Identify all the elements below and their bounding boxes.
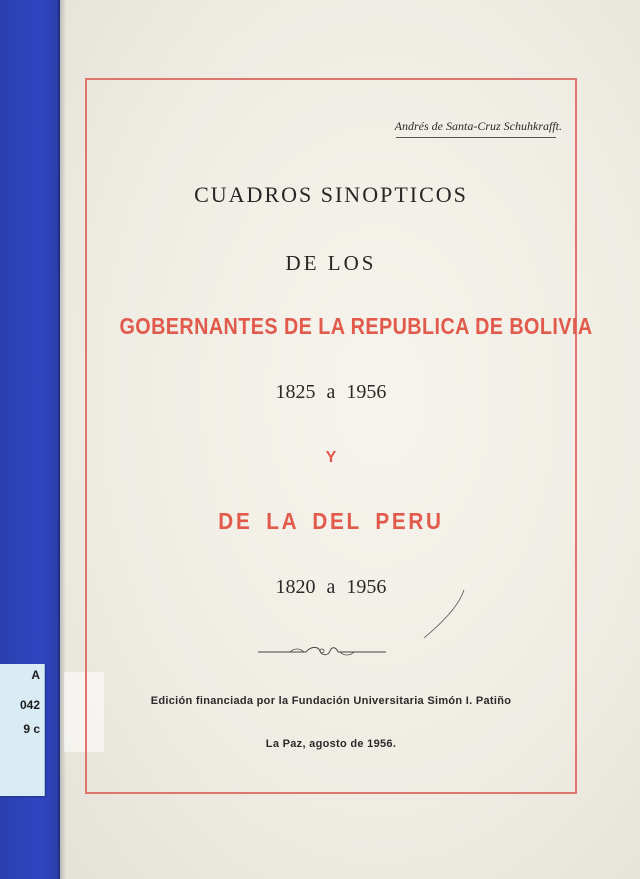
years-bolivia: 1825 a 1956 — [275, 381, 387, 403]
edition-note: Edición financiada por la Fundación Universitaria Simón I. Patiño — [150, 695, 512, 707]
title-peru: DE LA DEL PERU — [218, 508, 444, 534]
call-number-line-3: 9 c — [23, 722, 40, 736]
title-line-2: DE LOS — [285, 251, 377, 275]
call-number-line-1: A — [31, 668, 40, 682]
title-conjunction: Y — [325, 449, 337, 466]
call-number-line-2: 042 — [19, 698, 40, 712]
place-and-date: La Paz, agosto de 1956. — [265, 738, 397, 750]
author-name: Andrés de Santa-Cruz Schuhkrafft. — [394, 119, 562, 133]
title-line-1: CUADROS SINOPTICOS — [194, 182, 468, 207]
author-underline — [396, 137, 556, 138]
library-call-number-label — [0, 664, 45, 796]
years-peru: 1820 a 1956 — [275, 576, 387, 598]
paper-crease-mark — [420, 588, 470, 640]
decorative-flourish-icon — [256, 645, 388, 657]
title-bolivia: GOBERNANTES DE LA REPUBLICA DE BOLIVIA — [119, 313, 593, 339]
